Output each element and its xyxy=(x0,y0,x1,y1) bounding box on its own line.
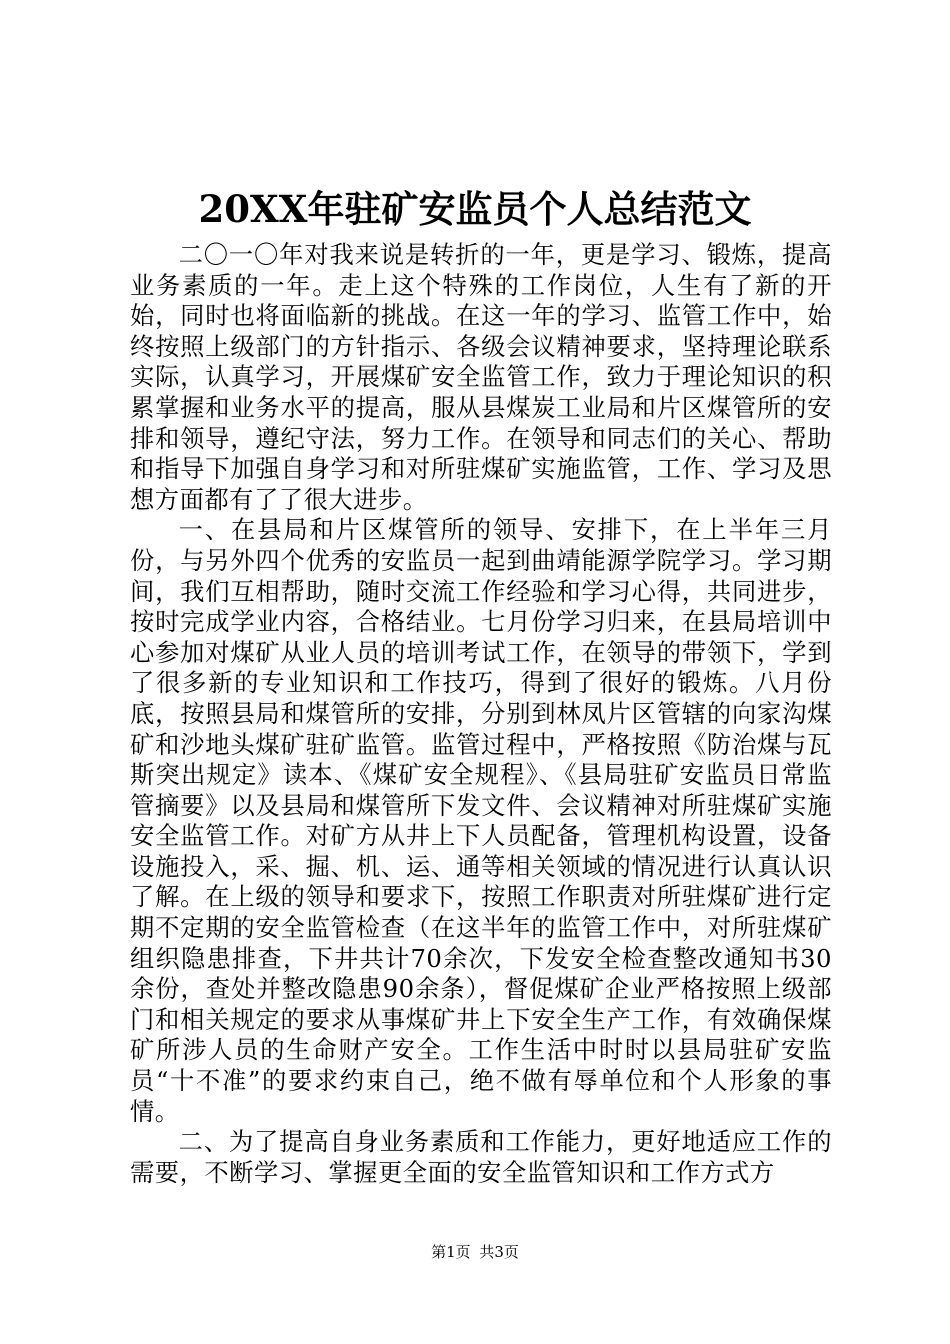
page-footer xyxy=(0,1242,950,1262)
page-total: 共3页 xyxy=(479,1243,519,1261)
page-number: 第1页 xyxy=(431,1243,471,1261)
paragraph-section-two: 二、为了提高自身业务素质和工作能力，更好地适应工作的需要，不断学习、掌握更全面的安全监管知识和工作方式方 xyxy=(130,1127,832,1187)
document-body xyxy=(130,240,832,1188)
paragraph-section-one: 一、在县局和片区煤管所的领导、安排下，在上半年三月份，与另外四个优秀的安监员一起到曲靖能源学院学习。学习期间，我们互相帮助，随时交流工作经验和学习心得，共同进步，按时完成学业内容，合格结业。七月份学习归来，在县局培训中心参加对煤矿从业人员的培训考试工作，在领导的带领下，学到了很多新的专业知识和工作技巧，得到了很好的锻炼。八月份底，按照县局和煤管所的安排，分别到林凤片区管辖的向家沟煤矿和沙地头煤矿驻矿监管。监管过程中，严格按照《防治煤与瓦斯突出规定》读本、《煤矿安全规程》、《县局驻矿安监员日常监管摘要》以及县局和煤管所下发文件、会议精神对所驻煤矿实施安全监管工作。对矿方从井上下人员配备，管理机构设置，设备设施投入，采、掘、机、运、通等相关领域的情况进行认真认识了解。在上级的领导和要求下，按照工作职责对所驻煤矿进行定期不定期的安全监管检查（在这半年的监管工作中，对所驻煤矿组织隐患排查，下井共计70余次，下发安全检查整改通知书30余份，查处并整改隐患90余条），督促煤矿企业严格按照上级部门和相关规定的要求从事煤矿井上下安全生产工作，有效确保煤矿所涉人员的生命财产安全。工作生活中时时以县局驻矿安监员“十不准”的要求约束自己，绝不做有辱单位和个人形象的事情。 xyxy=(130,515,832,1126)
document-title: 20XX年驻矿安监员个人总结范文 xyxy=(198,187,752,231)
paragraph-intro: 二〇一〇年对我来说是转折的一年，更是学习、锻炼，提高业务素质的一年。走上这个特殊的工作岗位，人生有了新的开始，同时也将面临新的挑战。在这一年的学习、监管工作中，始终按照上级部门的方针指示、各级会议精神要求，坚持理论联系实际，认真学习，开展煤矿安全监管工作，致力于理论知识的积累掌握和业务水平的提高，服从县煤炭工业局和片区煤管所的安排和领导，遵纪守法，努力工作。在领导和同志们的关心、帮助和指导下加强自身学习和对所驻煤矿实施监管，工作、学习及思想方面都有了了很大进步。 xyxy=(130,240,832,514)
